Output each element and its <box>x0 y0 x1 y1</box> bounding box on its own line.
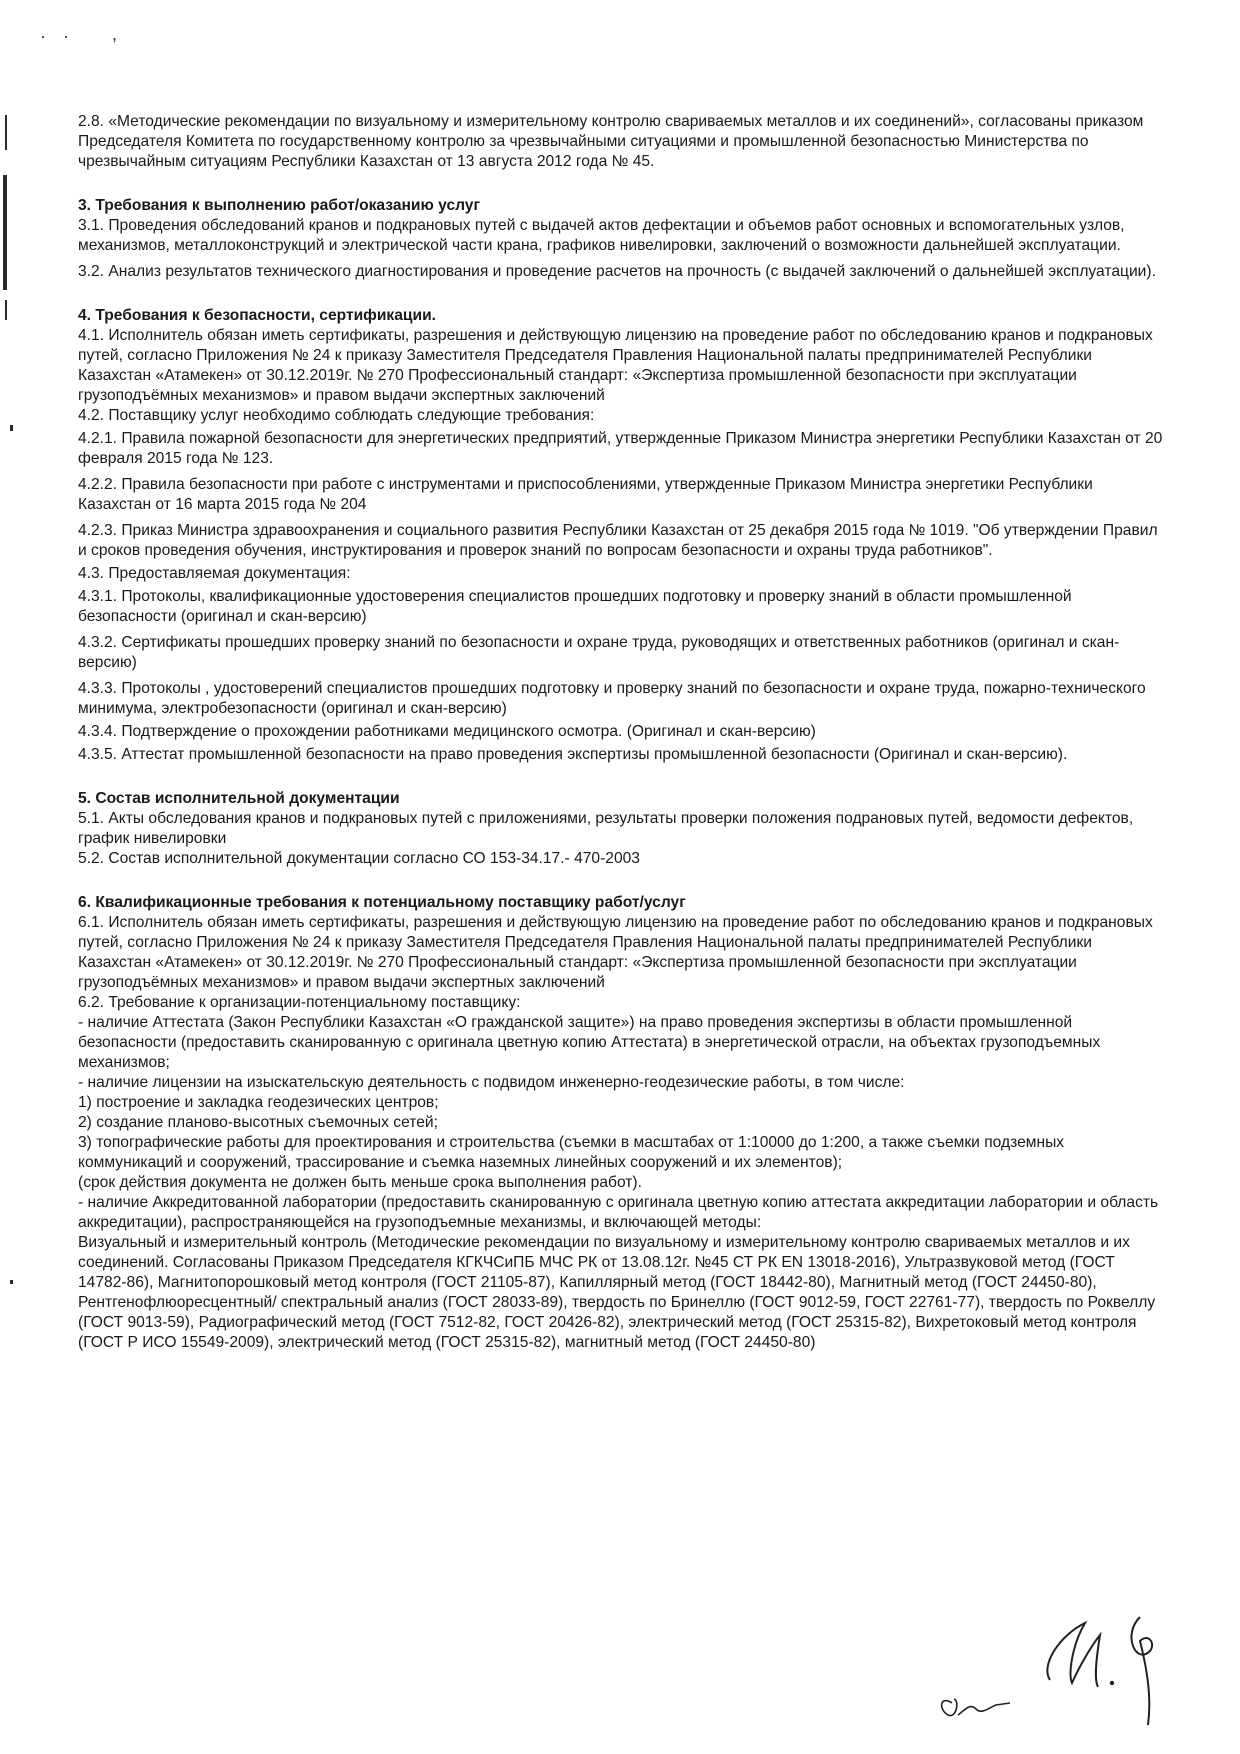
paragraph: - наличие Аттестата (Закон Республики Казахстан «О гражданской защите») на право проведения экспертизы в области промышленной безопасности (предоставить сканированную с оригинала цветную копию Аттестата) в энергетической отрасли, на объектах грузоподъемных механизмов; <box>78 1014 1101 1071</box>
scan-edge-mark <box>3 175 7 290</box>
paragraph: 4.3.1. Протоколы, квалификационные удостоверения специалистов прошедших подготовку и проверку знаний в области промышленной безопасности (оригинал и скан-версию) <box>78 588 1072 625</box>
paragraph: 4.2.3. Приказ Министра здравоохранения и социального развития Республики Казахстан от 25 декабря 2015 года № 1019. "Об утверждении Правил и сроков проведения обучения, инструктирования и проверок знаний по вопросам безопасности и охраны труда работников". <box>78 522 1158 559</box>
section-heading: 3. Требования к выполнению работ/оказанию услуг <box>78 197 480 214</box>
paragraph: 2.8. «Методические рекомендации по визуальному и измерительному контролю свариваемых металлов и их соединений», согласованы приказом Председателя Комитета по государственному контролю за чрезвычайными ситуациями и промышленной безопасностью Министерства по чрезвычайным ситуациям Республики Казахстан от 13 августа 2012 года № 45. <box>78 113 1144 170</box>
paragraph: 4.2. Поставщику услуг необходимо соблюдать следующие требования: <box>78 407 595 424</box>
paragraph: 4.2.1. Правила пожарной безопасности для энергетических предприятий, утвержденные Приказом Министра энергетики Республики Казахстан от 20 февраля 2015 года № 123. <box>78 430 1163 467</box>
paragraph: 1) построение и закладка геодезических центров; <box>78 1094 439 1111</box>
paragraph: 3.2. Анализ результатов технического диагностирования и проведение расчетов на прочность (с выдачей заключений о дальнейшей эксплуатации). <box>78 263 1156 280</box>
section-heading: 6. Квалификационные требования к потенциальному поставщику работ/услуг <box>78 894 686 911</box>
paragraph: (срок действия документа не должен быть меньше срока выполнения работ). <box>78 1174 642 1191</box>
paragraph: - наличие лицензии на изыскательскую деятельность с подвидом инженерно-геодезические работы, в том числе: <box>78 1074 905 1091</box>
paragraph: 4.3. Предоставляемая документация: <box>78 565 351 582</box>
scan-edge-mark <box>5 115 7 150</box>
paragraph: 4.3.3. Протоколы , удостоверений специалистов прошедших подготовку и проверку знаний по безопасности и охране труда, пожарно-технического минимума, электробезопасности (оригинал и скан-версию) <box>78 680 1146 717</box>
paragraph: 6.1. Исполнитель обязан иметь сертификаты, разрешения и действующую лицензию на проведение работ по обследованию кранов и подкрановых путей, согласно Приложения № 24 к приказу Заместителя Председателя Правления Национальной палаты предпринимателей Республики Казахстан «Атамекен» от 30.12.2019г. № 270 Профессиональный стандарт: «Экспертиза промышленной безопасности при эксплуатации грузоподъёмных механизмов» и правом выдачи экспертных заключений <box>78 914 1153 991</box>
paragraph: 3) топографические работы для проектирования и строительства (съемки в масштабах от 1:10000 до 1:200, а также съемки подземных коммуникаций и сооружений, трассирование и съемка наземных линейных сооружений и их элементов); <box>78 1134 1065 1171</box>
scan-speck-mark: , <box>112 24 118 44</box>
paragraph: 6.2. Требование к организации-потенциальному поставщику: <box>78 994 521 1011</box>
scan-edge-mark <box>5 300 7 320</box>
document-body <box>78 112 1163 1353</box>
paragraph: 5.2. Состав исполнительной документации согласно СО 153-34.17.- 470-2003 <box>78 850 640 867</box>
paragraph: 4.3.4. Подтверждение о прохождении работниками медицинского осмотра. (Оригинал и скан-версию) <box>78 723 816 740</box>
paragraph: Визуальный и измерительный контроль (Методические рекомендации по визуальному и измерительному контролю свариваемых металлов и их соединений. Согласованы Приказом Председателя КГКЧСиПБ МЧС РК от 13.08.12г. №45 СТ РК EN 13018-2016), Ультразвуковой метод (ГОСТ 14782-86), Магнитопорошковый метод контроля (ГОСТ 21105-87), Капиллярный метод (ГОСТ 18442-80), Магнитный метод (ГОСТ 24450-80), Рентгенофлюоресцентный/ спектральный анализ (ГОСТ 28033-89), твердость по Бринеллю (ГОСТ 9012-59, ГОСТ 22761-77), твердость по Роквеллу (ГОСТ 9013-59), Радиографический метод (ГОСТ 7512-82, ГОСТ 20426-82), электрический метод (ГОСТ 25315-82), Вихретоковый метод контроля (ГОСТ Р ИСО 15549-2009), электрический метод (ГОСТ 25315-82), магнитный метод (ГОСТ 24450-80) <box>78 1234 1156 1351</box>
paragraph: 4.3.5. Аттестат промышленной безопасности на право проведения экспертизы промышленной безопасности (Оригинал и скан-версию). <box>78 746 1068 763</box>
paragraph: - наличие Аккредитованной лаборатории (предоставить сканированную с оригинала цветную копию аттестата аккредитации лаборатории и область аккредитации), распространяющейся на грузоподъемные механизмы, и включающей методы: <box>78 1194 1159 1231</box>
scan-edge-mark <box>10 1280 13 1284</box>
paragraph: 4.3.2. Сертификаты прошедших проверку знаний по безопасности и охране труда, руководящих и ответственных работников (оригинал и скан-версию) <box>78 634 1120 671</box>
section-heading: 5. Состав исполнительной документации <box>78 790 400 807</box>
scan-edge-mark <box>10 425 13 431</box>
handwritten-signature <box>900 1605 1180 1735</box>
scan-speck-marks: · · <box>40 26 75 46</box>
paragraph: 3.1. Проведения обследований кранов и подкрановых путей с выдачей актов дефектации и объемов работ основных и вспомогательных узлов, механизмов, металлоконструкций и электрической части крана, графиков нивелировки, заключений о возможности дальнейшей эксплуатации. <box>78 217 1125 254</box>
section-heading: 4. Требования к безопасности, сертификации. <box>78 307 436 324</box>
paragraph: 4.1. Исполнитель обязан иметь сертификаты, разрешения и действующую лицензию на проведение работ по обследованию кранов и подкрановых путей, согласно Приложения № 24 к приказу Заместителя Председателя Правления Национальной палаты предпринимателей Республики Казахстан «Атамекен» от 30.12.2019г. № 270 Профессиональный стандарт: «Экспертиза промышленной безопасности при эксплуатации грузоподъёмных механизмов» и правом выдачи экспертных заключений <box>78 327 1153 404</box>
paragraph: 2) создание планово-высотных съемочных сетей; <box>78 1114 438 1131</box>
paragraph: 4.2.2. Правила безопасности при работе с инструментами и приспособлениями, утвержденные Приказом Министра энергетики Республики Казахстан от 16 марта 2015 года № 204 <box>78 476 1093 513</box>
paragraph: 5.1. Акты обследования кранов и подкрановых путей с приложениями, результаты проверки положения подрановых путей, ведомости дефектов, график нивелировки <box>78 810 1134 847</box>
